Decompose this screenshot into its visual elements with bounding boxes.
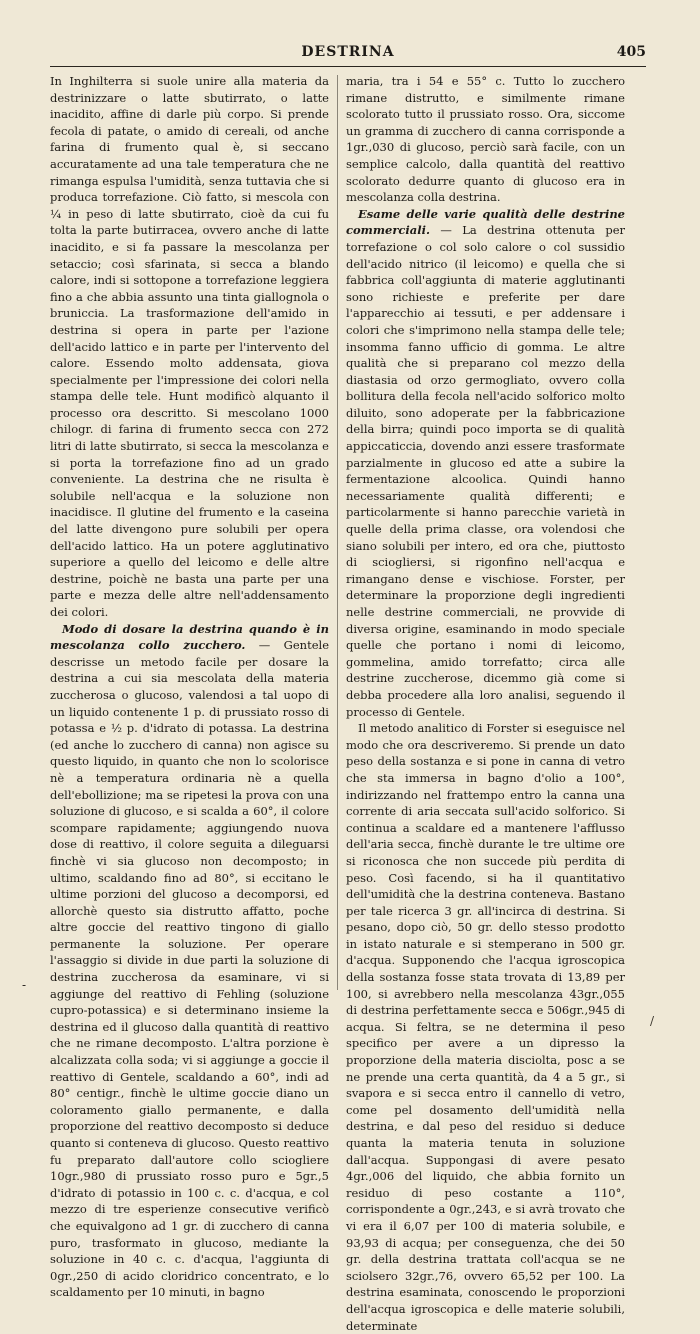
paragraph: Il metodo analitico di Forster si eseguisce nel modo che ora descriveremo. Si prende un dato peso della sostanza e si pone in canna di vetro che sta immersa in bagno d'olio a 100°, indirizzando nel frattempo entro la canna una corrente di aria seccata sull'acido solforico. Si continua a scaldare ed a mantenere l'afflusso dell'aria secca, finchè durante le tre ultime ore si riconosca che non succede più perdita di peso. Così facendo, si ha il quantitativo dell'umidità che la destrina conteneva. Bastano per tale ricerca 3 gr. all'incirca di destrina. Si pesano, dopo ciò, 50 gr. dello stesso prodotto in istato naturale e si stemperano in 500 gr. d'acqua. Supponendo che l'acqua igroscopica della sostanza fosse stata trovata di 13,89 per 100, si avrebbero nella mescolanza 43gr.,055 di destrina perfettamente secca e 506gr.,945 di acqua. Si feltra, se ne determina il peso specifico per avere a un dipresso la proporzione della materia disciolta, posc a se ne prende una certa quantità, da 4 a 5 gr., si svapora e si secca entro il cannello di vetro, come pel dosamento dell'umidità nella destrina, e dal peso del residuo si deduce quanta la materia tenuta in soluzione dall'acqua. Suppongasi di avere pesato 4gr.,006 del liquido, che abbia fornito un residuo di peso costante a 110°, corrispondente a 0gr.,243, e si avrà trovato che vi era il 6,07 per 100 di materia solubile, e 93,93 di acqua; per conseguenza, che dei 50 gr. della destrina trattata coll'acqua se ne sciolsero 32gr.,76, ovvero 65,52 per 100. La destrina esaminata, conoscendo le proporzioni dell'acqua igroscopica e delle materie solubili, determinate xyxy=(346,721,625,1333)
running-title: DESTRINA xyxy=(301,44,395,60)
page-header xyxy=(50,44,646,66)
margin-mark: / xyxy=(650,1014,655,1028)
page-number: 405 xyxy=(616,44,646,60)
paragraph xyxy=(346,206,625,720)
left-column xyxy=(50,73,329,1300)
inline-heading: Esame delle varie qualità delle destrine commerciali. xyxy=(346,206,625,238)
header-rule xyxy=(50,66,646,67)
margin-mark: - xyxy=(22,978,27,992)
paragraph: In Inghilterra si suole unire alla materia da destrinizzare o latte sbutirrato, o latte inacidito, affine di darle più corpo. Si prende fecola di patate, o amido di cereali, od anche farina di frumento qual è, si seccano accuratamente ad una tale temperatura che ne rimanga espulsa l'umidità, senza tuttavia che si produca torrefazione. Ciò fatto, si mescola con ¼ in peso di latte sbutirrato, cioè da cui fu tolta la parte butirracea, ovvero anche di latte inacidito, e si fa passare la mescolanza per setaccio; così sfarinata, si secca a blando calore, indi si sottopone a torrefazione leggiera fino a che abbia assunto una tinta giallognola o bruniccia. La trasformazione dell'amido in destrina si opera in parte per l'azione dell'acido lattico e in parte per l'intervento del calore. Essendo molto addensata, giova specialmente per l'impressione dei colori nella stampa delle tele. Hunt modificò alquanto il processo ora descritto. Si mescolano 1000 chilogr. di farina di frumento secca con 272 litri di latte sbutirrato, si secca la mescolanza e si porta la torrefazione fino ad un grado conveniente. La destrina che ne risulta è solubile nell'acqua e la soluzione non inacidisce. Il glutine del frumento e la caseina del latte divengono pure solubili per opera dell'acido lattico. Ha un potere agglutinativo superiore a quello del leicomo e delle altre destrine, poichè ne basta una parte per una parte e mezza delle altre nell'addensamento dei colori. xyxy=(50,74,329,619)
paragraph-text: — Gentele descrisse un metodo facile per dosare la destrina a cui sia mescolata della materia zuccherosa o glucoso, valendosi a tal uopo di un liquido contenente 1 p. di prussiato rosso di potassa e ½ p. d'idrato di potassa. La destrina (ed anche lo zucchero di canna) non agisce su questo liquido, in quanto che non lo scolorisce nè a temperatura ordinaria nè a quella dell'ebollizione; ma se ripetesi la prova con una soluzione di glucoso, e si scalda a 60°, il colore scompare rapidamente; aggiungendo nuova dose di reattivo, il colore seguita a dileguarsi finchè vi sia glucoso non decomposto; in ultimo, scaldando fino ad 80°, si eccitano le ultime porzioni del glucoso a decomporsi, ed allorchè questo sia distrutto affatto, poche altre goccie del reattivo tingono di giallo permanente la soluzione. Per operare l'assaggio si divide in due parti la soluzione di destrina zuccherosa da esaminare, vi si aggiunge del reattivo di Fehling (soluzione cupro-potassica) e si determinano insieme la destrina ed il glucoso dalla quantità di reattivo che ne rimane decomposto. L'altra porzione è alcalizzata colla soda; vi si aggiunge a goccie il reattivo di Gentele, scaldando a 60°, indi ad 80° centigr., finchè le ultime goccie diano un coloramento giallo permanente, e dalla proporzione del reattivo decomposto si deduce quanto si conteneva di glucoso. Questo reattivo fu preparato dall'autore collo sciogliere 10gr.,980 di prussiato rosso puro e 5gr.,5 d'idrato di potassio in 100 c. c. d'acqua, e col mezzo di tre esperienze consecutive verificò che equivalgono ad 1 gr. di zucchero di canna puro, trasformato in glucoso, mediante la soluzione in 40 c. c. d'acqua, l'aggiunta di 0gr.,250 di acido cloridrico concentrato, e lo scaldamento per 10 minuti, in bagno xyxy=(50,638,329,1300)
paragraph xyxy=(50,621,329,1301)
paragraph-text: — La destrina ottenuta per torrefazione o col solo calore o col sussidio dell'acido nitrico (il leicomo) e quella che si fabbrica coll'aggiunta di materie agglutinanti sono richieste e preferite per dare l'apparecchio ai tessuti, e per addensare i colori che s'imprimono nella stampa delle tele; insomma fanno ufficio di gomma. Le altre qualità che si preparano col mezzo della diastasia od orzo germogliato, ovvero colla bollitura della fecola nell'acido solforico molto diluito, sono adoperate per la fabbricazione della birra; quindi poco importa se di qualità appiccaticcia, dovendo anzi essere trasformate parzialmente in glucoso ed atte a subire la fermentazione alcoolica. Quindi hanno necessariamente qualità differenti; e particolarmente si hanno parecchie varietà in quelle della prima classe, ora volendosi che siano solubili per intero, ed ora che, piuttosto di sciogliersi, si rigonfino nell'acqua e rimangano dense e vischiose. Forster, per determinare la proporzione degli ingredienti nelle destrine commerciali, ne provvide di diversa origine, esaminando in modo speciale quelle che portano i nomi di leicomo, gommelina, amido torrefatto; circa alle destrine zuccherose, dicemmo già come si debba procedere alla loro analisi, seguendo il processo di Gentele. xyxy=(346,223,625,719)
inline-heading: Modo di dosare la destrina quando è in mescolanza collo zucchero. xyxy=(50,621,329,653)
paragraph: maria, tra i 54 e 55° c. Tutto lo zucchero rimane distrutto, e similmente rimane scolorato tutto il prussiato rosso. Ora, siccome un gramma di zucchero di canna corrisponde a 1gr.,030 di glucoso, perciò sarà facile, con un semplice calcolo, dalla quantità del reattivo scolorato dedurre quanto di glucoso era in mescolanza colla destrina. xyxy=(346,74,625,205)
right-column xyxy=(346,73,625,1333)
column-divider xyxy=(337,75,338,990)
